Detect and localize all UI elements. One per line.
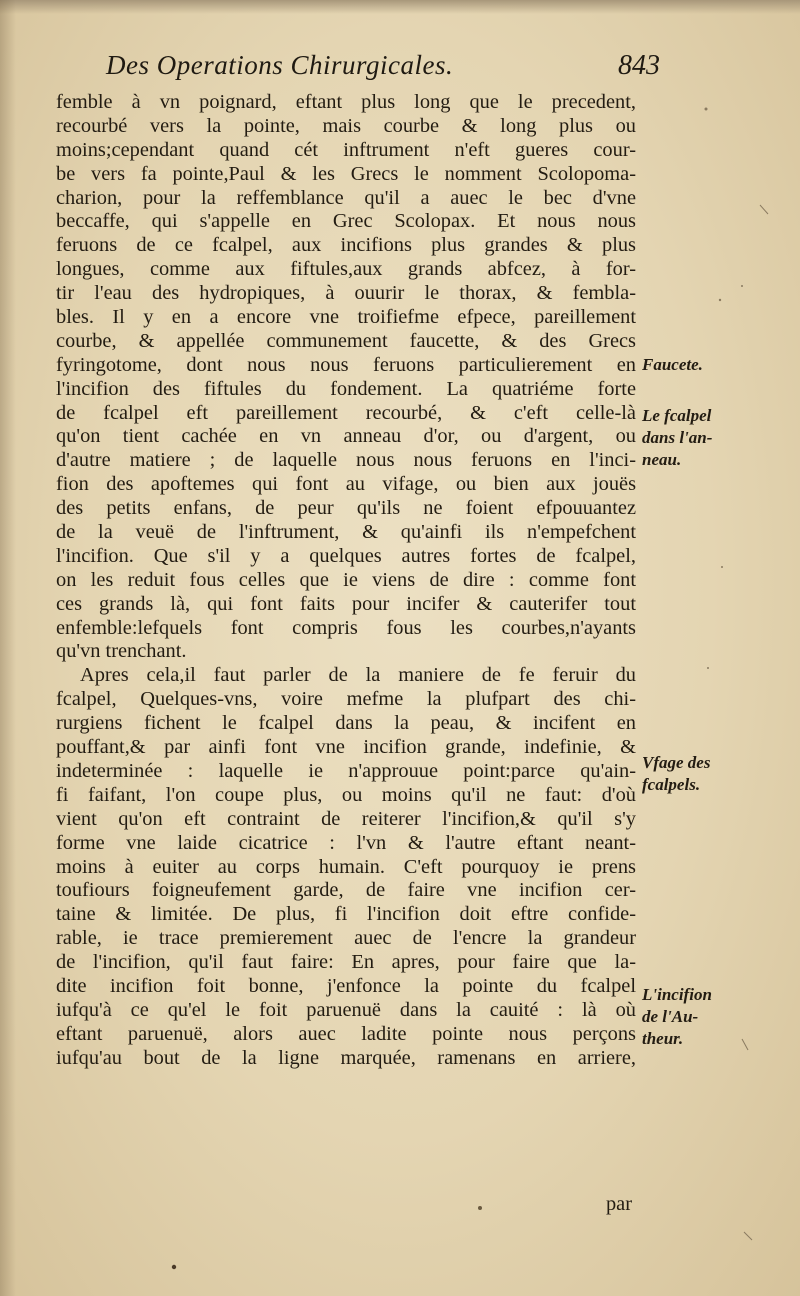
text-line: fion des apoftemes qui font au vifage, ou bien aux jouës	[56, 473, 636, 496]
text-line: des petits enfans, de peur qu'ils ne foient efpouuantez	[56, 497, 636, 520]
text-line: d'autre matiere ; de laquelle nous nous feruons en l'inci-	[56, 449, 636, 472]
text-line: charion, pour la reffemblance qu'il a auec le bec d'vne	[56, 186, 636, 209]
margin-note-incision-auteur	[642, 984, 792, 1050]
text-line: fyringotome, dont nous nous feruons particulierement en	[56, 353, 636, 376]
text-line: moins à euiter au corps humain. C'eft pourquoy ie prens	[56, 855, 636, 878]
text-line: vient qu'on eft contraint de reiterer l'incifion,& qu'il s'y	[56, 807, 636, 830]
margin-note-usage-scalpels	[642, 752, 792, 796]
text-line: rurgiens fichent le fcalpel dans la peau, & incifent en	[56, 712, 636, 735]
text-line: moins;cependant quand cét inftrument n'eft gueres cour-	[56, 138, 636, 161]
text-line: longues, comme aux fiftules,aux grands abfcez, à for-	[56, 258, 636, 281]
text-line: qu'on tient cachée en vn anneau d'or, ou d'argent, ou	[56, 425, 636, 448]
text-line: fcalpel, Quelques-vns, voire mefme la plufpart des chi-	[56, 688, 636, 711]
page-header	[100, 50, 660, 90]
margin-note-line: Vfage des	[642, 753, 711, 772]
margin-note-line: neau.	[642, 450, 682, 469]
text-line: enfemble:lefquels font compris fous les courbes,n'ayants	[56, 616, 636, 639]
text-line: eftant paruenuë, alors auec ladite pointe nous perçons	[56, 1022, 636, 1045]
text-line: on les reduit fous celles que ie viens de dire : comme font	[56, 568, 636, 591]
text-line: bles. Il y en a encore vne troifiefme efpece, pareillement	[56, 306, 636, 329]
main-text	[56, 91, 636, 1071]
text-line: l'incifion des fiftules du fondement. La quatriéme forte	[56, 377, 636, 400]
text-line: de fcalpel eft pareillement recourbé, & c'eft celle-là	[56, 401, 636, 424]
margin-note-line: de l'Au-	[642, 1007, 699, 1026]
margin-note-scalpel-anneau	[642, 405, 792, 471]
text-line: rable, ie trace premierement auec de l'encre la grandeur	[56, 927, 636, 950]
text-line: l'incifion. Que s'il y a quelques autres fortes de fcalpel,	[56, 544, 636, 567]
margin-note-line: fcalpels.	[642, 775, 701, 794]
text-line: toufiours foigneufement garde, de faire vne incifion cer-	[56, 879, 636, 902]
text-line: ces grands là, qui font faits pour incifer & cauterifer tout	[56, 592, 636, 615]
text-line: forme vne laide cicatrice : l'vn & l'autre eftant neant-	[56, 831, 636, 854]
text-line: de l'incifion, qu'il faut faire: En apres, pour faire que la-	[56, 951, 636, 974]
text-line: dite incifion foit bonne, j'enfonce la pointe du fcalpel	[56, 974, 636, 997]
text-line: feruons de ce fcalpel, aux incifions plus grandes & plus	[56, 234, 636, 257]
text-line: courbe, & appellée communement faucette, & des Grecs	[56, 329, 636, 352]
text-line: iufqu'au bout de la ligne marquée, ramenans en arriere,	[56, 1046, 636, 1069]
text-line: beccaffe, qui s'appelle en Grec Scolopax. Et nous nous	[56, 210, 636, 233]
text-line: pouffant,& par ainfi font vne incifion grande, indefinie, &	[56, 736, 636, 759]
paragraph-first-line: Apres cela,il faut parler de la maniere de fe feruir du	[80, 664, 636, 687]
page-number: 843	[618, 50, 660, 81]
margin-note-line: L'incifion	[642, 985, 712, 1004]
running-title: Des Operations Chirurgicales.	[106, 50, 454, 80]
text-line: indeterminée : laquelle ie n'approuue point:parce qu'ain-	[56, 759, 636, 782]
text-line: iufqu'à ce qu'el le foit paruenuë dans la cauité : là où	[56, 998, 636, 1021]
margin-note-line: Le fcalpel	[642, 406, 712, 425]
text-line: tir l'eau des hydropiques, à ouurir le thorax, & fembla-	[56, 282, 636, 305]
text-line: taine & limitée. De plus, fi l'incifion doit eftre confide-	[56, 903, 636, 926]
margin-note-line: dans l'an-	[642, 428, 713, 447]
text-line: qu'vn trenchant.	[56, 640, 187, 663]
margin-note-faucete	[642, 354, 792, 376]
margin-note-line: theur.	[642, 1029, 684, 1048]
text-line: be vers fa pointe,Paul & les Grecs le nomment Scolopoma-	[56, 162, 636, 185]
margin-note-line: Faucete.	[642, 355, 703, 374]
text-line: recourbé vers la pointe, mais courbe & long plus ou	[56, 114, 636, 137]
catchword: par	[605, 1193, 632, 1215]
text-line: de la veuë de l'inftrument, & qu'ainfi ils n'empefchent	[56, 521, 636, 544]
text-line: femble à vn poignard, eftant plus long que le precedent,	[56, 91, 636, 113]
text-line: fi faifant, l'on coupe plus, ou moins qu'il ne faut: d'où	[56, 783, 636, 806]
